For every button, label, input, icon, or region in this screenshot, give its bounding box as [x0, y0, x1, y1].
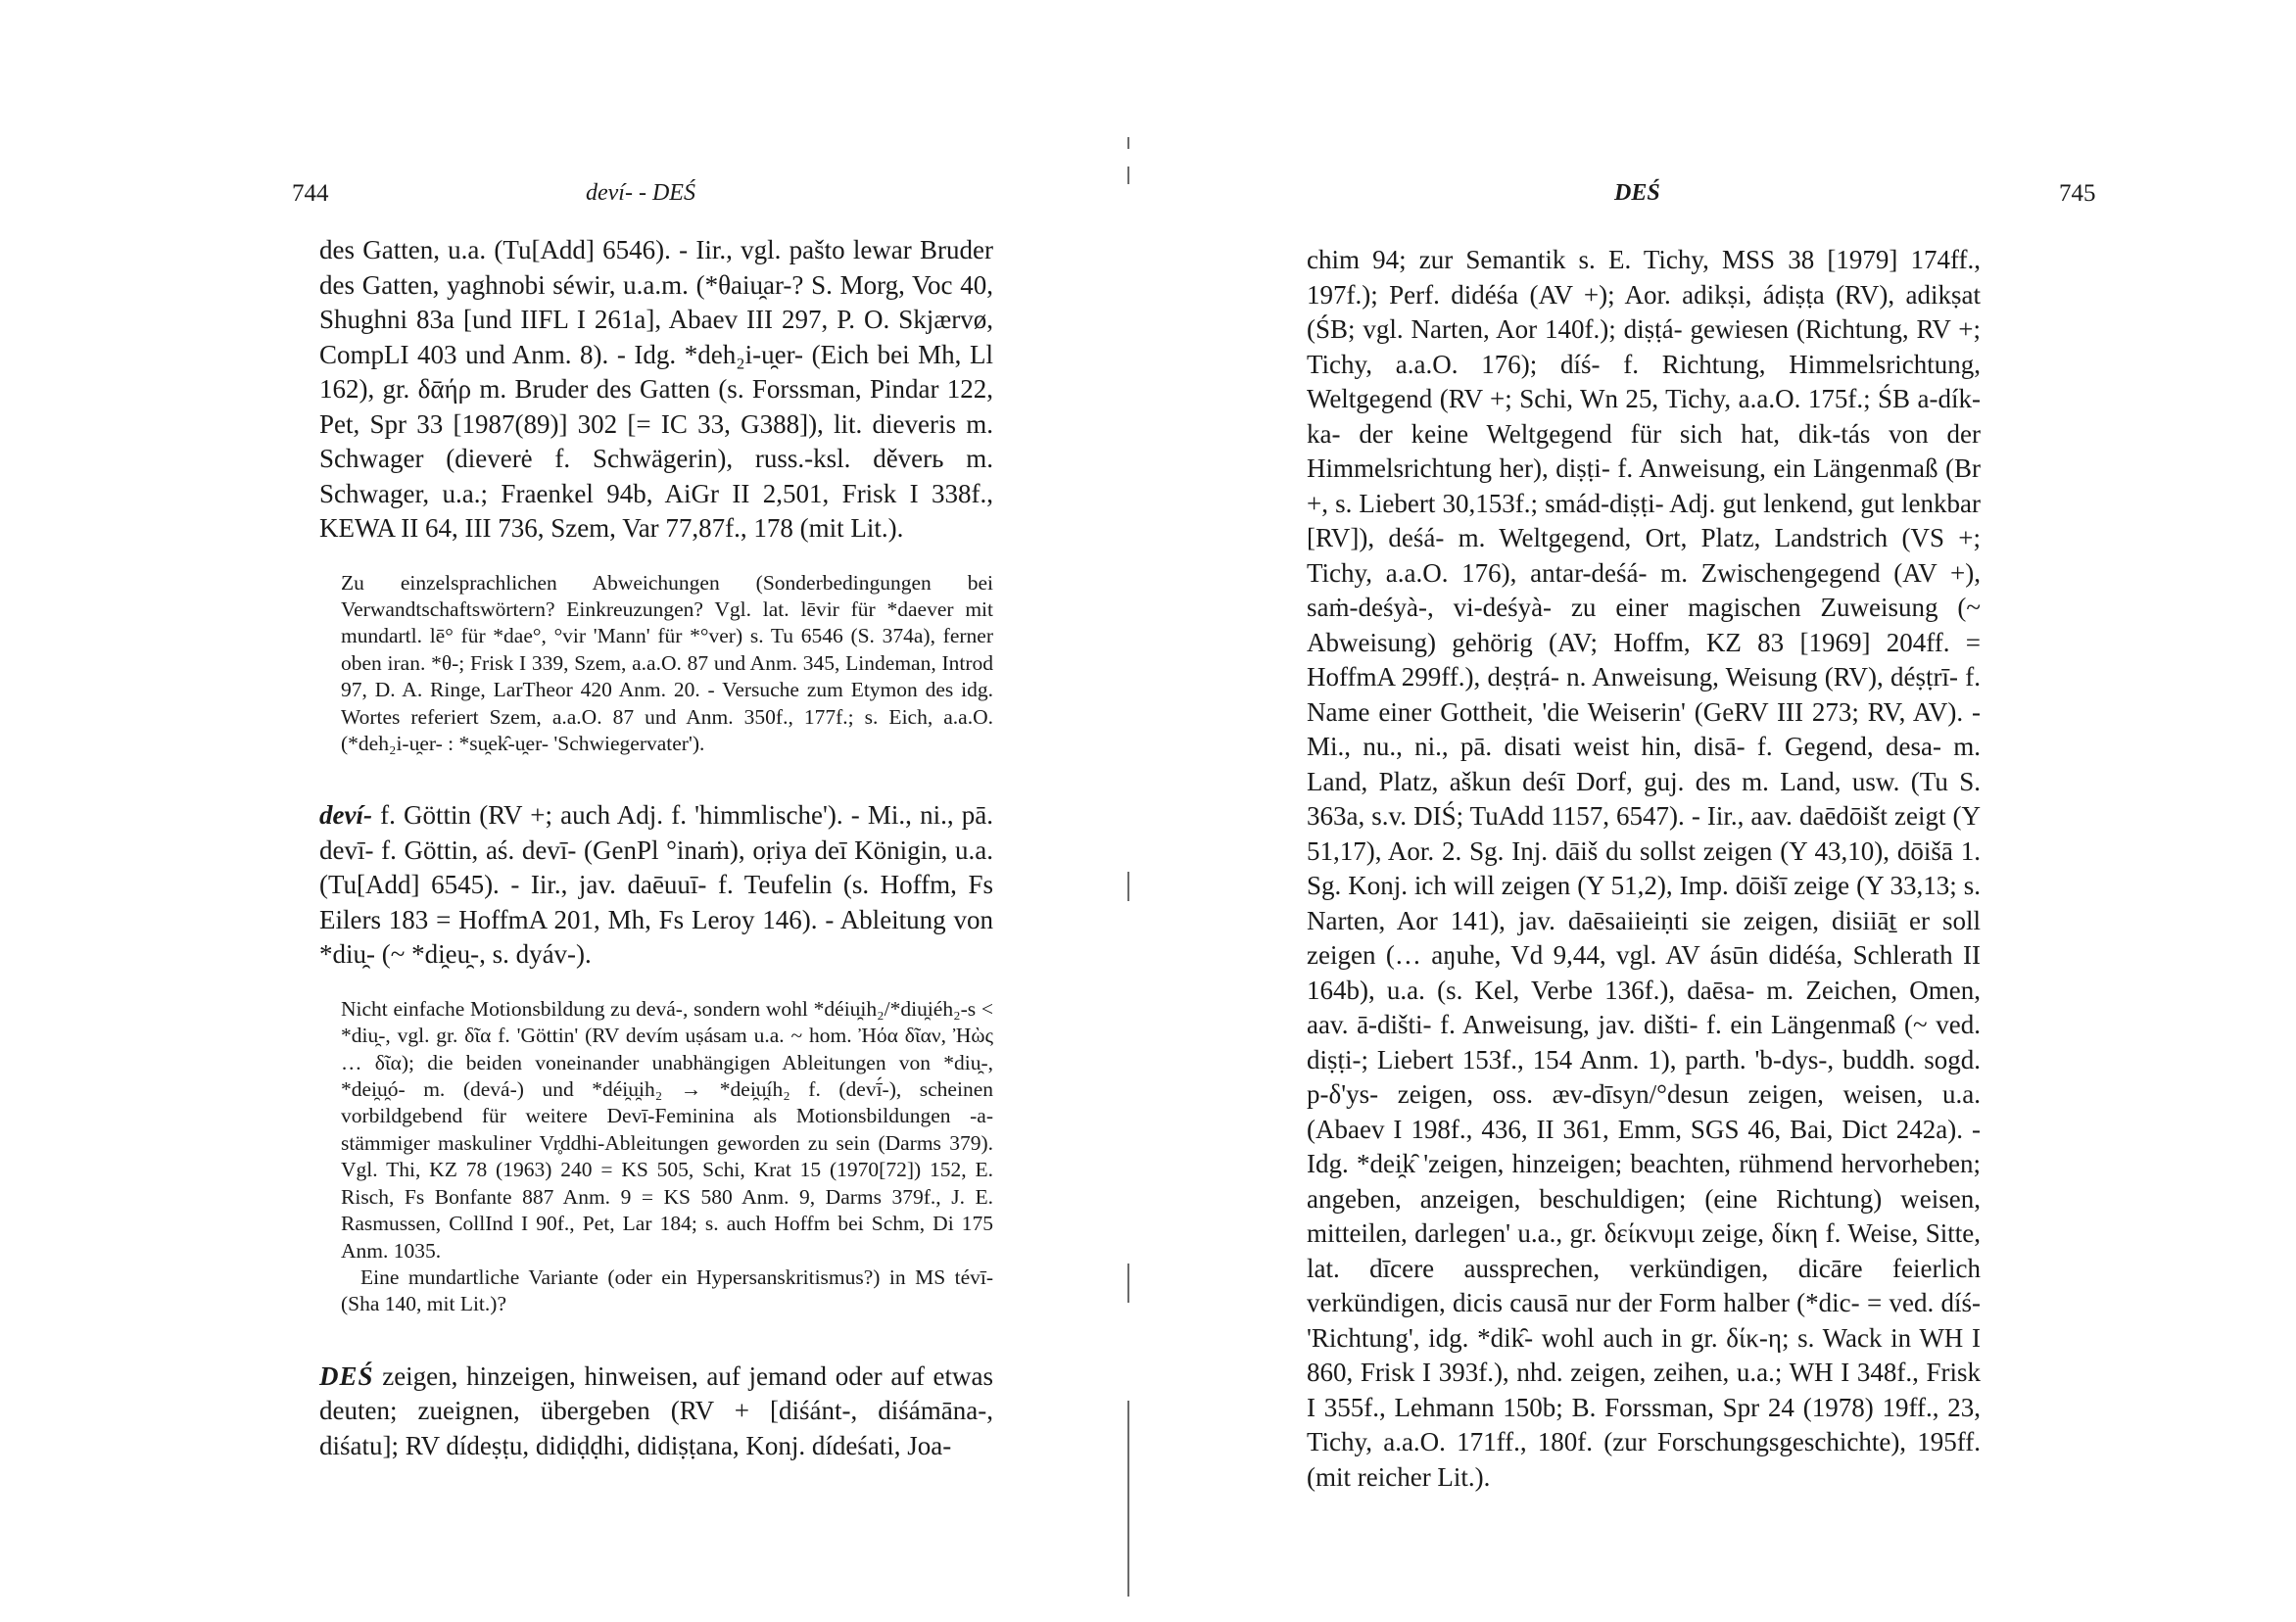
note-small-3: Eine mundartliche Variante (oder ein Hypersanskritismus?) in MS tévī- (Sha 140, mit Lit.)? [341, 1264, 993, 1316]
paragraph-continuation: des Gatten, u.a. (Tu[Add] 6546). - Iir., vgl. pašto lewar Bruder des Gatten, yaghnobi séwir, u.a.m. (*θaiu̯ar-? S. Morg, Voc 40, Shughni 83a [und IIFL I 261a], Abaev III 297, P. O. Skjærvø, CompLI 403 und Anm. 8). - Idg. *deh₂i-u̯er- (Eich bei Mh, Ll 162), gr. δᾱήρ m. Bruder des Gatten (s. Forssman, Pindar 122, Pet, Spr 33 [1987(89)] 302 [= IC 33, G388]), lit. dieveris m. Schwager (dieverė f. Schwägerin), russ.-ksl. děverь m. Schwager, u.a.; Fraenkel 94b, AiGr II 2,501, Frisk I 338f., KEWA II 64, III 736, Szem, Var 77,87f., 178 (mit Lit.). [319, 235, 993, 543]
page-number-left: 744 [292, 180, 329, 207]
right-page [1148, 0, 2296, 1622]
note-small-2: Nicht einfache Motionsbildung zu devá-, sondern wohl *déiu̯ih₂/*diu̯iéh₂-s < *diu̯-, vgl. gr. δῖα f. 'Göttin' (RV devím uṣásam u.a. ~ hom. Ἠόα δῖαν, Ἠὼς … δῖα); die beiden voneinander unabhängigen Ableitungen von *diu̯-, *dei̯u̯ó- m. (devá-) und *déi̯u̯ih₂ → *dei̯u̯íh₂ f. (devī́-), scheinen vorbildgebend für weitere Devī-Feminina als Motionsbildungen -a-stämmiger maskuliner Vr̥ddhi-Ableitungen geworden zu sein (Darms 379). Vgl. Thi, KZ 78 (1963) 240 = KS 505, Schi, Krat 15 (1970[72]) 152, E. Risch, Fs Bonfante 887 Anm. 9 = KS 580 Anm. 9, Darms 379f., J. E. Rasmussen, CollInd I 90f., Pet, Lar 184; s. auch Hoffm bei Schm, Di 175 Anm. 1035. [341, 996, 993, 1263]
lemma-devi: deví- [319, 800, 372, 831]
page-number-right: 745 [2059, 180, 2096, 207]
paragraph-des-continuation: chim 94; zur Semantik s. E. Tichy, MSS 38 [1979] 174ff., 197f.); Perf. didéśa (AV +); Aor. adikṣi, ádiṣṭa (RV), adikṣat (ŚB; vgl. Narten, Aor 140f.); diṣṭá- gewiesen (Richtung, RV +; Tichy, a.a.O. 176); díś- f. Richtung, Himmelsrichtung, Weltgegend (RV +; Schi, Wn 25, Tichy, a.a.O. 175f.; ŚB a-dík-ka- der keine Weltgegend für sich hat, dik-tás von der Himmelsrichtung her), diṣṭi- f. Anweisung, ein Längenmaß (Br +, s. Liebert 30,153f.; smád-diṣṭi- Adj. gut lenkend, gut lenkbar [RV]), deśá- m. Weltgegend, Ort, Platz, Landstrich (VS +; Tichy, a.a.O. 176), antar-deśá- m. Zwischengegend (AV +), saṁ-deśyà-, vi-deśyà- zu einer magischen Zuweisung (~ Abweisung) gehörig (AV; Hoffm, KZ 83 [1969] 204ff. = HoffmA 299ff.), deṣṭrá- n. Anweisung, Weisung (RV), déṣṭrī- f. Name einer Gottheit, 'die Weiserin' (GeRV III 273; RV, AV). - Mi., nu., ni., pā. disati weist hin, disā- f. Gegend, desa- m. Land, Platz, aškun deśī Dorf, guj. des m. Land, usw. (Tu S. 363a, s.v. DIŚ; TuAdd 1157, 6547). - Iir., aav. daēdōišt zeigt (Y 51,17), Aor. 2. Sg. Inj. dāiš du sollst zeigen (Y 43,10), dōišā 1. Sg. Konj. ich will zeigen (Y 51,2), Imp. dōišī zeige (Y 33,13; s. Narten, Aor 141), jav. daēsaiieiṇti sie zeigen, disiiāṯ er soll zeigen (… aŋuhe, Vd 9,44, vgl. AV ásūn didéśa, Schlerath II 164b), u.a. (s. Kel, Verbe 136f.), daēsa- m. Zeichen, Omen, aav. ā-dišti- f. Anweisung, jav. dišti- f. ein Längenmaß (~ ved. diṣṭi-; Liebert 153f., 154 Anm. 1), parth. 'b-dys-, buddh. sogd. p-δ'ys- zeigen, oss. æv-dīsyn/°desun zeigen, weisen, u.a. (Abaev I 198f., 436, II 361, Emm, SGS 46, Bai, Dict 242a). - Idg. *dei̯k̑ 'zeigen, hinzeigen; beachten, rühmend hervorheben; angeben, anzeigen, beschuldigen; (eine Richtung) weisen, mitteilen, darlegen' u.a., gr. δείκνυμι zeige, δίκη f. Weise, Sitte, lat. dīcere aussprechen, verkündigen, dicāre feierlich verkündigen, dicis causā nur der Form halber (*dic- = ved. díś- 'Richtung', idg. *dik̑- wohl auch in gr. δίκ-η; s. Wack in WH I 860, Frisk I 393f.), nhd. zeigen, zeihen, u.a.; WH I 348f., Frisk I 355f., Lehmann 150b; B. Forssman, Spr 24 (1978) 19ff., 23, Tichy, a.a.O. 171ff., 180f. (zur Forschungsgeschichte), 195ff. (mit reicher Lit.). [1307, 245, 1981, 1492]
entry-devi-text: f. Göttin (RV +; auch Adj. f. 'himmlische'). - Mi., ni., pā. devī- f. Göttin, aś. devī- (GenPl °inaṁ), oṛiya deī Königin, u.a. (Tu[Add] 6545). - Iir., jav. daēuuī- f. Teufelin (s. Hoffm, Fs Eilers 183 = HoffmA 201, Mh, Fs Leroy 146). - Ableitung von *diu̯- (~ *di̯eu̯-, s. dyáv-). [319, 800, 993, 970]
right-column [1307, 243, 1981, 1495]
entry-devi [319, 798, 993, 973]
gutter-scan-marks [1127, 127, 1131, 1499]
entry-des [319, 1360, 993, 1464]
note-small-1: Zu einzelsprachlichen Abweichungen (Sonderbedingungen bei Verwandtschaftswörtern? Einkreuzungen? Vgl. lat. lēvir für *daever mit mundartl. lē° für *dae°, °vir 'Mann' für *°ver) s. Tu 6546 (S. 374a), ferner oben iran. *θ-; Frisk I 339, Szem, a.a.O. 87 und Anm. 345, Lindeman, Introd 97, D. A. Ringe, LarTheor 420 Anm. 20. - Versuche zum Etymon des idg. Wortes referiert Szem, a.a.O. 87 und Anm. 350f., 177f.; s. Eich, a.a.O. (*deh₂i-u̯er- : *su̯ek̑-u̯er- 'Schwiegervater'). [341, 570, 993, 755]
left-column [319, 233, 993, 1463]
running-head-left: deví- - DEŚ [586, 180, 695, 206]
lemma-des: DEŚ [319, 1360, 374, 1391]
running-head-right: DEŚ [1614, 180, 1660, 206]
entry-des-text: zeigen, hinzeigen, hinweisen, auf jemand oder auf etwas deuten; zueignen, übergeben (RV + [diśánt-, diśámāna-, diśatu]; RV dídeṣṭu, didiḍḍhi, didiṣṭana, Konj. dídeśati, Joa- [319, 1360, 993, 1460]
